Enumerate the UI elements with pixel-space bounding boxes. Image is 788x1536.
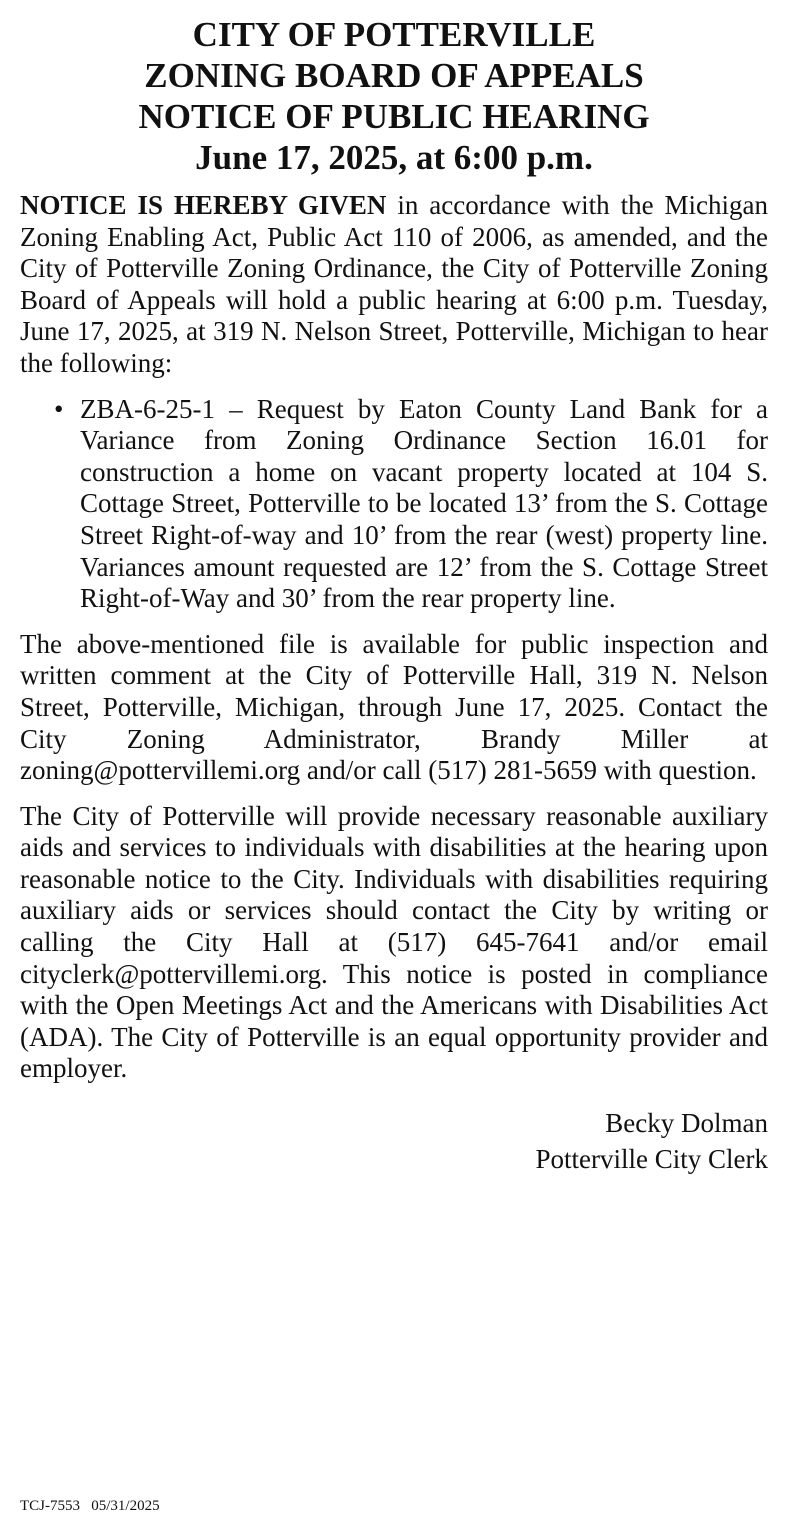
intro-text: in accordance with the Michigan Zoning Enabling Act, Public Act 110 of 2006, as amended, and the City of Potterville Zoning Ordinance, the City of Potterville Zoning Board of Appeals will hold a public hearing at 6:00 p.m. Tuesday, June 17, 2025, at 319 N. Nelson Street, Potterville, Michigan to hear the following: [20, 190, 768, 378]
header-city-name: CITY OF POTTERVILLE [192, 15, 596, 54]
header-hearing-date: June 17, 2025, at 6:00 p.m. [195, 138, 593, 177]
intro-paragraph [20, 190, 768, 380]
notice-header [20, 14, 768, 178]
signature-block [20, 1105, 768, 1177]
list-item [20, 394, 768, 615]
ada-paragraph: The City of Potterville will provide necessary reasonable auxiliary aids and services to individuals with disabilities at the hearing upon reasonable notice to the City. Individuals with disabilities requiring auxiliary aids or services should contact the City by writing or calling the City Hall at (517) 645-7641 and/or email cityclerk@pottervillemi.​org. This notice is posted in compliance with the Open Meetings Act and the Americans with Disabilities Act (ADA). The City of Potterville is an equal opportunity provider and employer. [20, 800, 768, 1084]
hearing-items-list [20, 394, 768, 615]
inspection-paragraph: The above-mentioned file is available for public inspection and written comment at the City of Potterville Hall, 319 N. Nelson Street, Potterville, Michigan, through June 17, 2025. Contact the City Zoning Administrator, Brandy Miller at zoning@pottervillemi.org and/or call (517) 281-5659 with question. [20, 628, 768, 786]
signature-title: Potterville City Clerk [535, 1144, 768, 1175]
intro-lead: NOTICE IS HEREBY GIVEN [20, 190, 387, 220]
header-board-name: ZONING BOARD OF APPEALS [144, 56, 644, 95]
bullet-icon: • [54, 393, 64, 424]
signature-name: Becky Dolman [605, 1108, 768, 1139]
hearing-item-text: ZBA-6-25-1 – Request by Eaton County Land Bank for a Variance from Zoning Ordinance Section 16.01 for construction a home on vacant property located at 104 S. Cottage Street, Potterville to be located 13’ from the S. Cottage Street Right-of-way and 10’ from the rear (west) property line. Variances amount requested are 12’ from the S. Cottage Street Right-of-Way and 30’ from the rear property line. [80, 393, 768, 614]
publication-id: TCJ-7553 05/31/2025 [20, 1498, 160, 1514]
header-notice-title: NOTICE OF PUBLIC HEARING [138, 97, 650, 136]
